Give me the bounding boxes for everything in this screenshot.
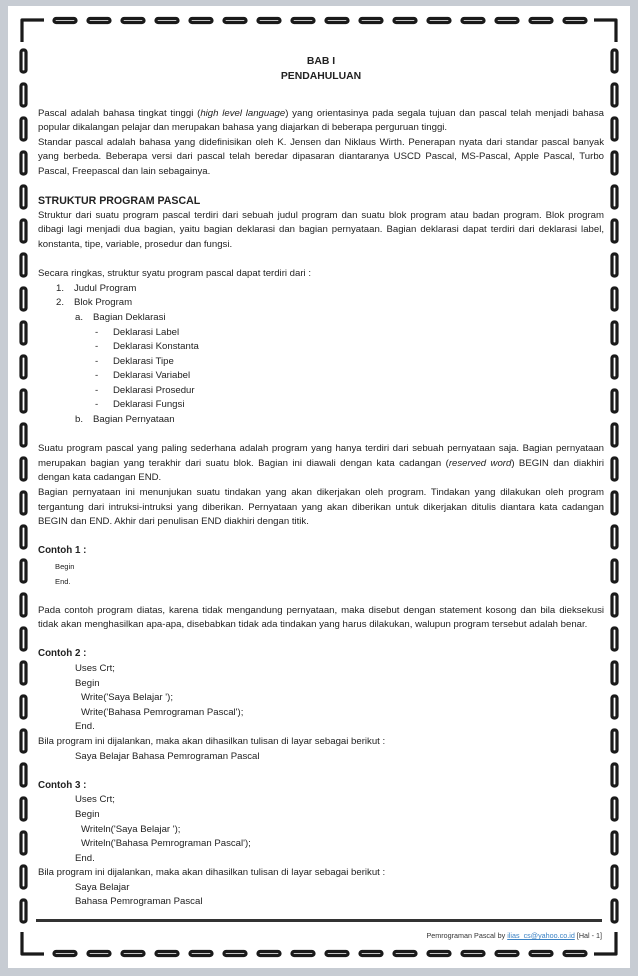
frame-dash [88, 19, 110, 23]
list-item: 2. Blok Program [56, 297, 133, 309]
frame-dash [612, 254, 617, 276]
frame-dash [612, 798, 617, 820]
page-footer [36, 919, 602, 941]
frame-dash [462, 19, 484, 23]
example-1-heading: Contoh 1 : [38, 545, 87, 557]
code-line: End. [75, 852, 95, 864]
frame-dash [612, 866, 617, 888]
frame-dash [21, 390, 26, 412]
frame-dash [612, 900, 617, 922]
list-item: b. Bagian Pernyataan [75, 414, 175, 426]
frame-dash [612, 390, 617, 412]
frame-dash [612, 492, 617, 514]
frame-dash [190, 19, 212, 23]
struktur-paragraph: Struktur dari suatu program pascal terdiri dari sebuah judul program dan suatu blok program atau badan program. Blok program dibagi lagi menjadi dua bagian, yaitu bagian deklarasi dan bagian pernyataan. Bagian deklarasi dapat terdiri dari deklarasi label, konstanta, tipe, variable, prosedur dan fungsi. [38, 209, 604, 250]
frame-dash [21, 798, 26, 820]
frame-corner [594, 20, 616, 42]
program-output: Saya Belajar [75, 881, 130, 893]
code-line: Begin [55, 562, 75, 571]
example-2-description: Bila program ini dijalankan, maka akan dihasilkan tulisan di layar sebagai berikut : [38, 735, 386, 747]
struktur-summary: Secara ringkas, struktur syatu program pascal dapat terdiri dari : [38, 268, 312, 280]
frame-dash [612, 832, 617, 854]
frame-dash [326, 19, 348, 23]
intro-paragraph-2: Standar pascal adalah bahasa yang didefinisikan oleh K. Jensen dan Niklaus Wirth. Penerapan nyata dari standar pascal banyak yang berbeda. Beberapa versi dari pascal telah beredar dipasaran diantaranya USCD Pascal, MS-Pascal, Apple Pascal, Turbo Pascal, Freepascal dan lain sebagainya. [38, 136, 604, 177]
list-item: - Deklarasi Tipe [95, 355, 174, 367]
frame-dash [612, 594, 617, 616]
frame-dash [360, 952, 382, 956]
frame-dash [21, 866, 26, 888]
frame-dash [258, 952, 280, 956]
frame-dash [462, 952, 484, 956]
frame-dash [612, 458, 617, 480]
code-line: Write('Bahasa Pemrograman Pascal'); [81, 706, 244, 718]
frame-dash [612, 220, 617, 242]
example-3-heading: Contoh 3 : [38, 779, 87, 791]
frame-dash [190, 952, 212, 956]
code-line: Write('Saya Belajar '); [81, 692, 173, 704]
frame-dash [21, 50, 26, 72]
frame-dash [122, 19, 144, 23]
frame-dash [612, 560, 617, 582]
frame-dash [21, 458, 26, 480]
frame-dash [21, 628, 26, 650]
frame-dash [612, 322, 617, 344]
program-output: Saya Belajar Bahasa Pemrograman Pascal [75, 750, 260, 762]
frame-dash [88, 952, 110, 956]
frame-dash [21, 118, 26, 140]
frame-corner [22, 20, 44, 42]
frame-dash [530, 952, 552, 956]
frame-dash [54, 19, 76, 23]
list-item: - Deklarasi Konstanta [95, 341, 199, 353]
list-item: - Deklarasi Fungsi [95, 399, 185, 411]
example-1-explanation: Pada contoh program diatas, karena tidak mengandung pernyataan, maka disebut dengan statement kosong dan bila dieksekusi tidak akan menghasilkan apa-apa, disebabkan tidak ada tindakan yang harus dilakukan, walupun program tersebut adalah benar. [38, 604, 604, 631]
code-line: End. [55, 577, 71, 586]
frame-dash [224, 19, 246, 23]
frame-dash [21, 560, 26, 582]
author-email-link[interactable]: ilias_cs@yahoo.co.id [507, 931, 575, 940]
footer-divider [36, 919, 602, 922]
frame-dash [612, 662, 617, 684]
frame-dash [54, 952, 76, 956]
frame-dash [21, 900, 26, 922]
frame-dash [21, 356, 26, 378]
frame-dash [21, 662, 26, 684]
code-line: Writeln('Saya Belajar '); [81, 823, 181, 835]
frame-dash [21, 322, 26, 344]
frame-dash [258, 19, 280, 23]
frame-dash [21, 730, 26, 752]
frame-dash [326, 952, 348, 956]
intro-paragraph-1: Pascal adalah bahasa tingkat tinggi (high level language) yang orientasinya pada segala tujuan dan pascal telah menjadi bahasa popular dikalangan pelajar dan merupakan bahasa yang diajarkan di beberapa perguruan tinggi. [38, 107, 604, 134]
list-item: - Deklarasi Label [95, 326, 180, 338]
frame-dash [292, 952, 314, 956]
frame-dash [21, 220, 26, 242]
frame-dash [394, 952, 416, 956]
frame-dash [21, 152, 26, 174]
frame-dash [612, 730, 617, 752]
frame-dash [394, 19, 416, 23]
list-item: - Deklarasi Variabel [95, 370, 191, 382]
code-line: Begin [75, 677, 100, 689]
frame-dash [21, 288, 26, 310]
frame-dash [21, 424, 26, 446]
chapter-title: PENDAHULUAN [280, 71, 362, 82]
code-line: Uses Crt; [75, 662, 115, 674]
frame-dash [360, 19, 382, 23]
frame-dash [122, 952, 144, 956]
frame-dash [428, 19, 450, 23]
frame-dash [564, 19, 586, 23]
frame-dash [612, 118, 617, 140]
frame-dash [224, 952, 246, 956]
frame-dash [21, 254, 26, 276]
frame-dash [428, 952, 450, 956]
code-line: Uses Crt; [75, 794, 115, 806]
frame-dash [612, 356, 617, 378]
section-heading-struktur: STRUKTUR PROGRAM PASCAL [38, 195, 201, 208]
frame-dash [496, 19, 518, 23]
example-3-description: Bila program ini dijalankan, maka akan dihasilkan tulisan di layar sebagai berikut : [38, 867, 386, 879]
frame-dash [612, 424, 617, 446]
frame-dash [612, 186, 617, 208]
example-2-heading: Contoh 2 : [38, 648, 87, 660]
code-line: End. [75, 721, 95, 733]
code-line: Begin [75, 808, 100, 820]
frame-dash [21, 696, 26, 718]
frame-dash [612, 764, 617, 786]
frame-dash [612, 526, 617, 548]
simple-program-paragraph-1: Suatu program pascal yang paling sederhana adalah program yang hanya terdiri dari sebuah pernyataan saja. Bagian pernyataan merupakan bagian yang terakhir dari suatu blok. Bagian ini diawali dengan kata cadangan (reserved word) BEGIN dan diakhiri dengan kata cadangan END. [38, 443, 604, 484]
frame-dash [564, 952, 586, 956]
list-item: 1. Judul Program [56, 282, 137, 294]
frame-dash [612, 84, 617, 106]
frame-dash [156, 952, 178, 956]
code-line: Writeln('Bahasa Pemrograman Pascal'); [81, 838, 251, 850]
frame-dash [530, 19, 552, 23]
frame-dash [21, 186, 26, 208]
frame-dash [21, 84, 26, 106]
frame-dash [612, 288, 617, 310]
frame-dash [496, 952, 518, 956]
frame-dash [612, 50, 617, 72]
frame-dash [21, 594, 26, 616]
frame-dash [612, 628, 617, 650]
list-item: - Deklarasi Prosedur [95, 384, 195, 396]
frame-dash [21, 832, 26, 854]
footer-text: Pemrograman Pascal by ilias_cs@yahoo.co.id [Hal - 1] [426, 931, 602, 940]
program-output: Bahasa Pemrograman Pascal [75, 896, 203, 908]
document-page [8, 6, 630, 968]
frame-dash [21, 764, 26, 786]
list-item: a. Bagian Deklarasi [75, 311, 166, 323]
frame-dash [156, 19, 178, 23]
frame-dash [21, 492, 26, 514]
frame-dash [612, 152, 617, 174]
simple-program-paragraph-2: Bagian pernyataan ini menunjukan suatu tindakan yang akan dikerjakan oleh program. Tindakan yang dilakukan oleh program tergantung dari intruksi-intruksi yang diberikan. Pernyataan yang akan diberikan untuk dikerjakan ditulis diantara kata cadangan BEGIN dan END. Akhir dari penulisan END diakhiri dengan titik. [38, 487, 604, 528]
frame-dash [292, 19, 314, 23]
frame-dash [612, 696, 617, 718]
chapter-number: BAB I [306, 56, 336, 67]
frame-dash [21, 526, 26, 548]
page-content [38, 54, 604, 910]
